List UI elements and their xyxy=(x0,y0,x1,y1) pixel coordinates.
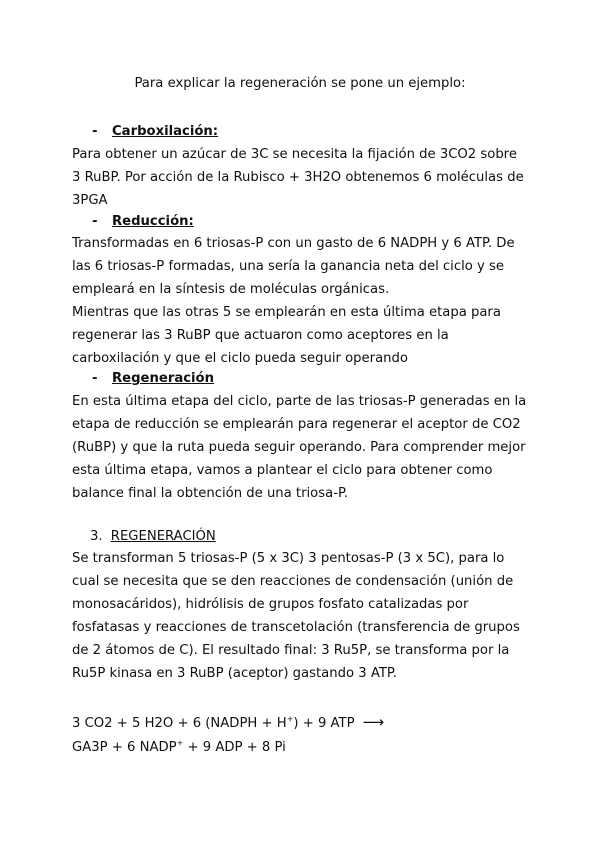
paragraph-line: Ru5P kinasa en 3 RuBP (aceptor) gastando 3 ATP. xyxy=(72,666,397,681)
paragraph-line: En esta última etapa del ciclo, parte de las triosas-P generadas en la xyxy=(72,394,527,409)
equation-text: GA3P + 6 NADP xyxy=(72,740,177,755)
paragraph-line: regenerar las 3 RuBP que actuaron como aceptores en la xyxy=(72,328,449,343)
heading-regeneracion: Regeneración xyxy=(112,371,215,386)
paragraph-line: 3 RuBP. Por acción de la Rubisco + 3H2O obtenemos 6 moléculas de xyxy=(72,170,524,185)
equation-text: + 9 ADP + 8 Pi xyxy=(183,740,286,755)
paragraph-line: balance final la obtención de una triosa-P. xyxy=(72,486,349,501)
equation-reactants xyxy=(72,714,384,732)
paragraph-line: (RuBP) y que la ruta pueda seguir operando. Para comprender mejor xyxy=(72,440,526,455)
equation-text: 3 CO2 + 5 H2O + 6 (NADPH + H xyxy=(72,716,287,731)
bullet-dash: - xyxy=(92,214,98,229)
heading-reduccion: Reducción: xyxy=(112,214,194,229)
paragraph-line: etapa de reducción se emplearán para regenerar el aceptor de CO2 xyxy=(72,417,521,432)
paragraph-line: empleará en la síntesis de moléculas orgánicas. xyxy=(72,282,390,297)
paragraph-line: 3PGA xyxy=(72,193,108,208)
paragraph-line: esta última etapa, vamos a plantear el ciclo para obtener como xyxy=(72,463,493,478)
intro-text: Para explicar la regeneración se pone un ejemplo: xyxy=(134,76,466,91)
bullet-carboxilacion xyxy=(92,124,218,140)
paragraph-line: fosfatasas y reacciones de transcetolación (transferencia de grupos xyxy=(72,620,520,635)
heading-carboxilacion: Carboxilación: xyxy=(112,124,219,139)
paragraph-line: Transformadas en 6 triosas-P con un gasto de 6 NADPH y 6 ATP. De xyxy=(72,236,515,251)
paragraph-line: de 2 átomos de C). El resultado final: 3 Ru5P, se transforma por la xyxy=(72,643,510,658)
section-heading xyxy=(90,529,216,545)
section-number: 3. xyxy=(90,529,103,544)
equation-text: ) + 9 ATP xyxy=(293,716,355,731)
bullet-dash: - xyxy=(92,124,98,139)
arrow-icon: ⟶ xyxy=(362,713,385,731)
paragraph-line: monosacáridos), hidrólisis de grupos fosfato catalizadas por xyxy=(72,597,469,612)
superscript-plus: + xyxy=(176,738,184,748)
paragraph-line: carboxilación y que el ciclo pueda seguir operando xyxy=(72,351,408,366)
paragraph-line: Mientras que las otras 5 se emplearán en esta última etapa para xyxy=(72,305,501,320)
section-title: REGENERACIÓN xyxy=(110,529,216,544)
superscript-plus: + xyxy=(286,714,294,724)
bullet-dash: - xyxy=(92,371,98,386)
bullet-regeneracion xyxy=(92,371,214,387)
paragraph-line: cual se necesita que se den reacciones de condensación (unión de xyxy=(72,574,514,589)
paragraph-line: Se transforman 5 triosas-P (5 x 3C) 3 pentosas-P (3 x 5C), para lo xyxy=(72,551,505,566)
paragraph-line: las 6 triosas-P formadas, una sería la ganancia neta del ciclo y se xyxy=(72,259,505,274)
equation-products xyxy=(72,740,286,756)
paragraph-line: Para obtener un azúcar de 3C se necesita la fijación de 3CO2 sobre xyxy=(72,147,517,162)
bullet-reduccion xyxy=(92,214,194,230)
